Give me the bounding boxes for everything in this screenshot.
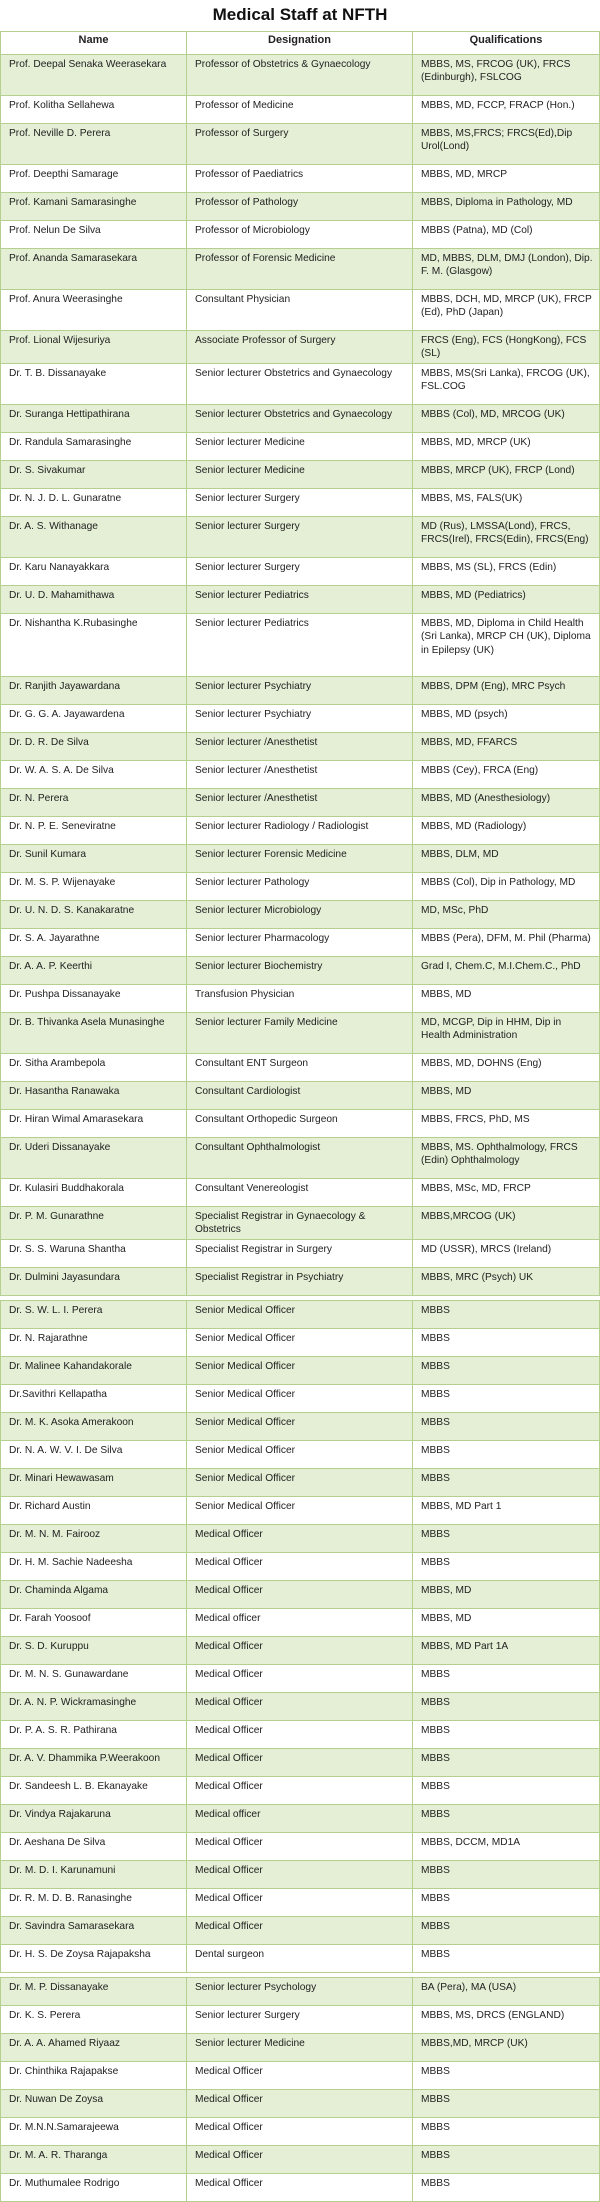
header-row xyxy=(1,32,600,55)
cell-qualifications: MBBS, MD xyxy=(413,1608,600,1636)
cell-designation: Transfusion Physician xyxy=(187,984,413,1012)
cell-qualifications: MBBS, MD xyxy=(413,1081,600,1109)
cell-designation: Senior Medical Officer xyxy=(187,1356,413,1384)
table-row xyxy=(1,363,600,404)
table-row xyxy=(1,1748,600,1776)
cell-name: Prof. Ananda Samarasekara xyxy=(1,249,187,290)
cell-qualifications: MBBS xyxy=(413,2061,600,2089)
cell-designation: Specialist Registrar in Psychiatry xyxy=(187,1267,413,1295)
cell-name: Dr. M.N.N.Samarajeewa xyxy=(1,2117,187,2145)
cell-name: Dr. Minari Hewawasam xyxy=(1,1468,187,1496)
cell-designation: Professor of Medicine xyxy=(187,96,413,124)
cell-qualifications: MBBS, MD (Radiology) xyxy=(413,816,600,844)
cell-qualifications: MBBS xyxy=(413,1300,600,1328)
cell-name: Dr. H. M. Sachie Nadeesha xyxy=(1,1552,187,1580)
cell-name: Prof. Anura Weerasinghe xyxy=(1,290,187,331)
table-row xyxy=(1,460,600,488)
cell-designation: Senior lecturer Surgery xyxy=(187,516,413,557)
cell-qualifications: MBBS, DLM, MD xyxy=(413,844,600,872)
cell-designation: Professor of Obstetrics & Gynaecology xyxy=(187,55,413,96)
table-row xyxy=(1,55,600,96)
table-row xyxy=(1,516,600,557)
table-row xyxy=(1,900,600,928)
cell-designation: Senior lecturer /Anesthetist xyxy=(187,732,413,760)
cell-name: Prof. Deepthi Samarage xyxy=(1,165,187,193)
cell-qualifications: MBBS xyxy=(413,1552,600,1580)
table-row xyxy=(1,1109,600,1137)
table-row xyxy=(1,557,600,585)
cell-name: Prof. Kamani Samarasinghe xyxy=(1,193,187,221)
cell-designation: Consultant ENT Surgeon xyxy=(187,1053,413,1081)
table-row xyxy=(1,1081,600,1109)
cell-qualifications: MBBS, FRCS, PhD, MS xyxy=(413,1109,600,1137)
cell-designation: Senior lecturer Medicine xyxy=(187,460,413,488)
cell-name: Dr. Dulmini Jayasundara xyxy=(1,1267,187,1295)
cell-qualifications: FRCS (Eng), FCS (HongKong), FCS (SL) xyxy=(413,331,600,364)
cell-designation: Senior Medical Officer xyxy=(187,1412,413,1440)
cell-designation: Senior lecturer Obstetrics and Gynaecology xyxy=(187,363,413,404)
cell-designation: Professor of Forensic Medicine xyxy=(187,249,413,290)
cell-qualifications: MBBS, MS, FRCOG (UK), FRCS (Edinburgh), FSLCOG xyxy=(413,55,600,96)
cell-designation: Medical Officer xyxy=(187,2061,413,2089)
cell-designation: Specialist Registrar in Gynaecology & Obstetrics xyxy=(187,1206,413,1239)
table-row xyxy=(1,704,600,732)
cell-qualifications: MBBS, DPM (Eng), MRC Psych xyxy=(413,676,600,704)
cell-qualifications: MBBS, MD Part 1A xyxy=(413,1636,600,1664)
table-row xyxy=(1,1804,600,1832)
table-row xyxy=(1,221,600,249)
table-row xyxy=(1,1608,600,1636)
cell-name: Dr. Chaminda Algama xyxy=(1,1580,187,1608)
cell-qualifications: MBBS, MD Part 1 xyxy=(413,1496,600,1524)
cell-designation: Medical Officer xyxy=(187,1916,413,1944)
cell-name: Dr. Suranga Hettipathirana xyxy=(1,404,187,432)
cell-designation: Medical Officer xyxy=(187,1580,413,1608)
cell-name: Dr. Karu Nanayakkara xyxy=(1,557,187,585)
cell-qualifications: MD, MCGP, Dip in HHM, Dip in Health Administration xyxy=(413,1012,600,1053)
table-row xyxy=(1,676,600,704)
cell-name: Dr. A. A. Ahamed Riyaaz xyxy=(1,2033,187,2061)
cell-name: Dr. Farah Yoosoof xyxy=(1,1608,187,1636)
table-row xyxy=(1,1692,600,1720)
cell-qualifications: MBBS, DCCM, MD1A xyxy=(413,1832,600,1860)
table-row xyxy=(1,2117,600,2145)
table-row xyxy=(1,956,600,984)
cell-name: Dr. Nishantha K.Rubasinghe xyxy=(1,613,187,676)
table-row xyxy=(1,1356,600,1384)
table-row xyxy=(1,2089,600,2117)
cell-qualifications: MBBS, MS(Sri Lanka), FRCOG (UK), FSL.COG xyxy=(413,363,600,404)
header-qualifications: Qualifications xyxy=(413,32,600,55)
cell-qualifications: MBBS, MD, MRCP (UK) xyxy=(413,432,600,460)
table-row xyxy=(1,872,600,900)
cell-name: Dr. Uderi Dissanayake xyxy=(1,1137,187,1178)
cell-name: Dr. S. A. Jayarathne xyxy=(1,928,187,956)
cell-name: Dr. M. P. Dissanayake xyxy=(1,1977,187,2005)
cell-name: Dr. M. N. S. Gunawardane xyxy=(1,1664,187,1692)
cell-qualifications: MBBS xyxy=(413,1328,600,1356)
cell-name: Dr. D. R. De Silva xyxy=(1,732,187,760)
cell-qualifications: MBBS, MD, FFARCS xyxy=(413,732,600,760)
cell-designation: Senior lecturer Surgery xyxy=(187,557,413,585)
table-row xyxy=(1,2005,600,2033)
table-row xyxy=(1,1440,600,1468)
table-row xyxy=(1,585,600,613)
cell-designation: Medical Officer xyxy=(187,1524,413,1552)
table-row xyxy=(1,124,600,165)
cell-designation: Senior lecturer Forensic Medicine xyxy=(187,844,413,872)
cell-designation: Professor of Pathology xyxy=(187,193,413,221)
cell-designation: Medical Officer xyxy=(187,2145,413,2173)
cell-designation: Medical Officer xyxy=(187,1692,413,1720)
cell-designation: Consultant Ophthalmologist xyxy=(187,1137,413,1178)
cell-name: Dr. Savindra Samarasekara xyxy=(1,1916,187,1944)
cell-qualifications: MBBS, MD (psych) xyxy=(413,704,600,732)
cell-designation: Senior Medical Officer xyxy=(187,1468,413,1496)
cell-name: Dr. Ranjith Jayawardana xyxy=(1,676,187,704)
cell-name: Dr. Hiran Wimal Amarasekara xyxy=(1,1109,187,1137)
table-row xyxy=(1,193,600,221)
cell-qualifications: MBBS, MD, Diploma in Child Health (Sri Lanka), MRCP CH (UK), Diploma in Epilepsy (UK) xyxy=(413,613,600,676)
cell-designation: Medical Officer xyxy=(187,1832,413,1860)
cell-qualifications: MBBS, MD xyxy=(413,984,600,1012)
cell-name: Dr. Kulasiri Buddhakorala xyxy=(1,1178,187,1206)
cell-qualifications: MBBS, Diploma in Pathology, MD xyxy=(413,193,600,221)
table-row xyxy=(1,1384,600,1412)
cell-name: Dr. S. S. Waruna Shantha xyxy=(1,1239,187,1267)
cell-qualifications: MBBS, MD, DOHNS (Eng) xyxy=(413,1053,600,1081)
table-row xyxy=(1,1137,600,1178)
cell-qualifications: MBBS (Cey), FRCA (Eng) xyxy=(413,760,600,788)
cell-name: Dr. Chinthika Rajapakse xyxy=(1,2061,187,2089)
staff-table xyxy=(0,31,600,2202)
table-row xyxy=(1,613,600,676)
cell-name: Dr. Pushpa Dissanayake xyxy=(1,984,187,1012)
cell-name: Dr. Vindya Rajakaruna xyxy=(1,1804,187,1832)
cell-qualifications: MBBS xyxy=(413,1692,600,1720)
cell-designation: Medical Officer xyxy=(187,1748,413,1776)
cell-qualifications: MBBS xyxy=(413,1524,600,1552)
cell-designation: Associate Professor of Surgery xyxy=(187,331,413,364)
table-row xyxy=(1,165,600,193)
cell-designation: Medical Officer xyxy=(187,1720,413,1748)
cell-designation: Senior lecturer Psychiatry xyxy=(187,676,413,704)
cell-qualifications: MBBS, MS (SL), FRCS (Edin) xyxy=(413,557,600,585)
cell-name: Dr. H. S. De Zoysa Rajapaksha xyxy=(1,1944,187,1972)
cell-qualifications: MBBS, DCH, MD, MRCP (UK), FRCP (Ed), PhD (Japan) xyxy=(413,290,600,331)
cell-designation: Medical Officer xyxy=(187,1664,413,1692)
cell-designation: Senior Medical Officer xyxy=(187,1328,413,1356)
table-row xyxy=(1,1328,600,1356)
cell-qualifications: Grad I, Chem.C, M.I.Chem.C., PhD xyxy=(413,956,600,984)
table-row xyxy=(1,1636,600,1664)
cell-designation: Medical Officer xyxy=(187,1776,413,1804)
table-row xyxy=(1,1468,600,1496)
cell-name: Dr. M. A. R. Tharanga xyxy=(1,2145,187,2173)
cell-designation: Senior lecturer /Anesthetist xyxy=(187,760,413,788)
table-row xyxy=(1,760,600,788)
cell-qualifications: MBBS xyxy=(413,1356,600,1384)
cell-name: Dr. W. A. S. A. De Silva xyxy=(1,760,187,788)
cell-name: Dr. M. D. I. Karunamuni xyxy=(1,1860,187,1888)
table-row xyxy=(1,1412,600,1440)
table-row xyxy=(1,984,600,1012)
cell-name: Dr. N. Perera xyxy=(1,788,187,816)
table-row xyxy=(1,1944,600,1972)
cell-designation: Senior lecturer /Anesthetist xyxy=(187,788,413,816)
cell-qualifications: MBBS (Col), MD, MRCOG (UK) xyxy=(413,404,600,432)
staff-body xyxy=(1,55,600,2202)
cell-designation: Medical officer xyxy=(187,1804,413,1832)
cell-name: Dr. P. A. S. R. Pathirana xyxy=(1,1720,187,1748)
table-row xyxy=(1,1580,600,1608)
cell-qualifications: MBBS xyxy=(413,1888,600,1916)
table-row xyxy=(1,1860,600,1888)
cell-name: Dr. M. S. P. Wijenayake xyxy=(1,872,187,900)
cell-designation: Medical Officer xyxy=(187,1636,413,1664)
cell-qualifications: MBBS,MRCOG (UK) xyxy=(413,1206,600,1239)
cell-name: Dr. M. N. M. Fairooz xyxy=(1,1524,187,1552)
cell-qualifications: MBBS,MD, MRCP (UK) xyxy=(413,2033,600,2061)
table-row xyxy=(1,1053,600,1081)
table-row xyxy=(1,844,600,872)
table-row xyxy=(1,788,600,816)
cell-qualifications: MBBS, MRC (Psych) UK xyxy=(413,1267,600,1295)
cell-designation: Consultant Physician xyxy=(187,290,413,331)
cell-qualifications: MD (USSR), MRCS (Ireland) xyxy=(413,1239,600,1267)
cell-qualifications: MBBS, MS,FRCS; FRCS(Ed),Dip Urol(Lond) xyxy=(413,124,600,165)
cell-designation: Specialist Registrar in Surgery xyxy=(187,1239,413,1267)
cell-name: Dr. M. K. Asoka Amerakoon xyxy=(1,1412,187,1440)
table-row xyxy=(1,1178,600,1206)
cell-name: Dr. A. V. Dhammika P.Weerakoon xyxy=(1,1748,187,1776)
cell-name: Dr. S. W. L. I. Perera xyxy=(1,1300,187,1328)
cell-qualifications: MBBS, MSc, MD, FRCP xyxy=(413,1178,600,1206)
cell-designation: Professor of Surgery xyxy=(187,124,413,165)
table-row xyxy=(1,96,600,124)
cell-qualifications: MBBS, MD (Pediatrics) xyxy=(413,585,600,613)
cell-designation: Medical Officer xyxy=(187,1552,413,1580)
table-row xyxy=(1,1888,600,1916)
table-row xyxy=(1,1776,600,1804)
cell-name: Prof. Lional Wijesuriya xyxy=(1,331,187,364)
header-designation: Designation xyxy=(187,32,413,55)
cell-name: Dr. N. J. D. L. Gunaratne xyxy=(1,488,187,516)
cell-name: Prof. Nelun De Silva xyxy=(1,221,187,249)
cell-qualifications: MBBS, MRCP (UK), FRCP (Lond) xyxy=(413,460,600,488)
cell-qualifications: MBBS (Pera), DFM, M. Phil (Pharma) xyxy=(413,928,600,956)
cell-qualifications: MBBS, MS. Ophthalmology, FRCS (Edin) Ophthalmology xyxy=(413,1137,600,1178)
table-row xyxy=(1,1239,600,1267)
cell-designation: Medical Officer xyxy=(187,2117,413,2145)
cell-qualifications: MBBS, MD, MRCP xyxy=(413,165,600,193)
table-row xyxy=(1,488,600,516)
table-row xyxy=(1,928,600,956)
cell-name: Prof. Neville D. Perera xyxy=(1,124,187,165)
cell-designation: Senior Medical Officer xyxy=(187,1384,413,1412)
cell-name: Dr. Muthumalee Rodrigo xyxy=(1,2173,187,2201)
cell-designation: Senior lecturer Biochemistry xyxy=(187,956,413,984)
cell-name: Dr. Sunil Kumara xyxy=(1,844,187,872)
cell-name: Dr. A. A. P. Keerthi xyxy=(1,956,187,984)
table-row xyxy=(1,404,600,432)
cell-name: Dr. Malinee Kahandakorale xyxy=(1,1356,187,1384)
table-row xyxy=(1,2061,600,2089)
cell-designation: Senior Medical Officer xyxy=(187,1300,413,1328)
cell-name: Dr. Sandeesh L. B. Ekanayake xyxy=(1,1776,187,1804)
table-row xyxy=(1,290,600,331)
cell-designation: Senior lecturer Pathology xyxy=(187,872,413,900)
cell-designation: Senior lecturer Pharmacology xyxy=(187,928,413,956)
cell-qualifications: MBBS (Col), Dip in Pathology, MD xyxy=(413,872,600,900)
table-row xyxy=(1,732,600,760)
cell-qualifications: MD, MBBS, DLM, DMJ (London), Dip. F. M. (Glasgow) xyxy=(413,249,600,290)
table-row xyxy=(1,1664,600,1692)
cell-qualifications: MBBS xyxy=(413,2117,600,2145)
cell-designation: Senior Medical Officer xyxy=(187,1440,413,1468)
table-row xyxy=(1,1977,600,2005)
cell-name: Dr. Nuwan De Zoysa xyxy=(1,2089,187,2117)
cell-name: Dr. T. B. Dissanayake xyxy=(1,363,187,404)
cell-qualifications: MBBS xyxy=(413,1440,600,1468)
cell-name: Dr. U. N. D. S. Kanakaratne xyxy=(1,900,187,928)
cell-name: Dr. Randula Samarasinghe xyxy=(1,432,187,460)
cell-designation: Medical Officer xyxy=(187,1860,413,1888)
cell-qualifications: MBBS, MS, DRCS (ENGLAND) xyxy=(413,2005,600,2033)
cell-qualifications: MD, MSc, PhD xyxy=(413,900,600,928)
table-row xyxy=(1,2033,600,2061)
cell-name: Dr. B. Thivanka Asela Munasinghe xyxy=(1,1012,187,1053)
table-row xyxy=(1,1720,600,1748)
cell-designation: Senior lecturer Surgery xyxy=(187,2005,413,2033)
cell-designation: Senior lecturer Microbiology xyxy=(187,900,413,928)
table-row xyxy=(1,331,600,364)
cell-qualifications: MBBS xyxy=(413,2089,600,2117)
cell-qualifications: MBBS, MS, FALS(UK) xyxy=(413,488,600,516)
table-row xyxy=(1,1206,600,1239)
cell-qualifications: MBBS xyxy=(413,1944,600,1972)
cell-qualifications: MBBS, MD, FCCP, FRACP (Hon.) xyxy=(413,96,600,124)
page-title: Medical Staff at NFTH xyxy=(212,5,388,24)
table-row xyxy=(1,249,600,290)
cell-name: Dr. N. A. W. V. I. De Silva xyxy=(1,1440,187,1468)
cell-designation: Senior lecturer Radiology / Radiologist xyxy=(187,816,413,844)
cell-name: Dr. G. G. A. Jayawardena xyxy=(1,704,187,732)
cell-name: Dr. A. S. Withanage xyxy=(1,516,187,557)
cell-designation: Medical Officer xyxy=(187,2089,413,2117)
cell-designation: Senior lecturer Surgery xyxy=(187,488,413,516)
cell-designation: Dental surgeon xyxy=(187,1944,413,1972)
table-row xyxy=(1,1552,600,1580)
cell-designation: Senior Medical Officer xyxy=(187,1496,413,1524)
table-row xyxy=(1,1916,600,1944)
cell-designation: Senior lecturer Medicine xyxy=(187,2033,413,2061)
cell-name: Dr. S. Sivakumar xyxy=(1,460,187,488)
cell-name: Dr. U. D. Mahamithawa xyxy=(1,585,187,613)
cell-designation: Senior lecturer Psychiatry xyxy=(187,704,413,732)
header-name: Name xyxy=(1,32,187,55)
cell-name: Dr. Sitha Arambepola xyxy=(1,1053,187,1081)
table-row xyxy=(1,1832,600,1860)
table-row xyxy=(1,1012,600,1053)
cell-qualifications: MBBS, MD (Anesthesiology) xyxy=(413,788,600,816)
cell-name: Dr. Richard Austin xyxy=(1,1496,187,1524)
cell-name: Dr. N. Rajarathne xyxy=(1,1328,187,1356)
cell-designation: Professor of Paediatrics xyxy=(187,165,413,193)
table-row xyxy=(1,1300,600,1328)
cell-designation: Senior lecturer Medicine xyxy=(187,432,413,460)
cell-name: Dr.Savithri Kellapatha xyxy=(1,1384,187,1412)
cell-designation: Senior lecturer Psychology xyxy=(187,1977,413,2005)
cell-qualifications: MBBS xyxy=(413,1916,600,1944)
cell-qualifications: MBBS xyxy=(413,1860,600,1888)
cell-qualifications: MBBS (Patna), MD (Col) xyxy=(413,221,600,249)
cell-qualifications: MBBS, MD xyxy=(413,1580,600,1608)
cell-qualifications: MBBS xyxy=(413,2145,600,2173)
cell-designation: Consultant Orthopedic Surgeon xyxy=(187,1109,413,1137)
table-row xyxy=(1,816,600,844)
cell-qualifications: MBBS xyxy=(413,1384,600,1412)
cell-qualifications: MBBS xyxy=(413,1412,600,1440)
cell-qualifications: MBBS xyxy=(413,1804,600,1832)
cell-qualifications: MBBS xyxy=(413,1468,600,1496)
cell-name: Dr. R. M. D. B. Ranasinghe xyxy=(1,1888,187,1916)
table-row xyxy=(1,2145,600,2173)
cell-name: Prof. Kolitha Sellahewa xyxy=(1,96,187,124)
table-row xyxy=(1,1267,600,1295)
cell-designation: Medical Officer xyxy=(187,1888,413,1916)
cell-name: Dr. P. M. Gunarathne xyxy=(1,1206,187,1239)
table-row xyxy=(1,2173,600,2201)
cell-qualifications: MBBS xyxy=(413,1664,600,1692)
cell-qualifications: MD (Rus), LMSSA(Lond), FRCS, FRCS(Irel), FRCS(Edin), FRCS(Eng) xyxy=(413,516,600,557)
cell-name: Dr. Hasantha Ranawaka xyxy=(1,1081,187,1109)
cell-designation: Consultant Cardiologist xyxy=(187,1081,413,1109)
cell-designation: Senior lecturer Family Medicine xyxy=(187,1012,413,1053)
cell-designation: Professor of Microbiology xyxy=(187,221,413,249)
cell-designation: Senior lecturer Obstetrics and Gynaecology xyxy=(187,404,413,432)
table-row xyxy=(1,1524,600,1552)
cell-designation: Medical officer xyxy=(187,1608,413,1636)
cell-name: Dr. A. N. P. Wickramasinghe xyxy=(1,1692,187,1720)
cell-designation: Consultant Venereologist xyxy=(187,1178,413,1206)
cell-qualifications: MBBS xyxy=(413,2173,600,2201)
cell-designation: Senior lecturer Pediatrics xyxy=(187,613,413,676)
cell-name: Dr. K. S. Perera xyxy=(1,2005,187,2033)
cell-qualifications: MBBS xyxy=(413,1748,600,1776)
cell-designation: Senior lecturer Pediatrics xyxy=(187,585,413,613)
cell-qualifications: BA (Pera), MA (USA) xyxy=(413,1977,600,2005)
cell-qualifications: MBBS xyxy=(413,1720,600,1748)
cell-name: Dr. N. P. E. Seneviratne xyxy=(1,816,187,844)
table-row xyxy=(1,1496,600,1524)
cell-name: Dr. Aeshana De Silva xyxy=(1,1832,187,1860)
table-row xyxy=(1,432,600,460)
cell-qualifications: MBBS xyxy=(413,1776,600,1804)
cell-name: Prof. Deepal Senaka Weerasekara xyxy=(1,55,187,96)
cell-designation: Medical Officer xyxy=(187,2173,413,2201)
cell-name: Dr. S. D. Kuruppu xyxy=(1,1636,187,1664)
